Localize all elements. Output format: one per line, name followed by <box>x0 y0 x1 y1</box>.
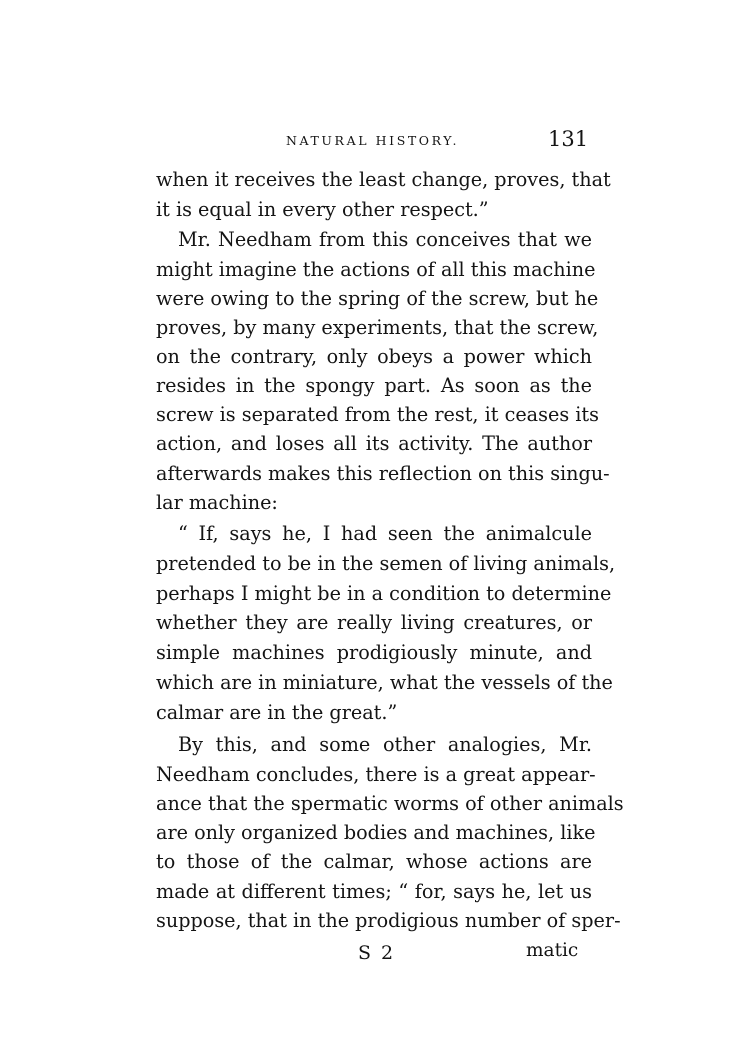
text-line: calmar are in the great.” <box>156 701 398 724</box>
text-line: screw is separated from the rest, it ceases its <box>156 403 599 426</box>
quote-start-line: “ If, says he, I had seen the animalcule <box>178 522 592 545</box>
text-line: simple machines prodigiously minute, and <box>156 641 592 664</box>
page-number: 131 <box>548 127 589 151</box>
text-line: resides in the spongy part. As soon as the <box>156 374 592 397</box>
text-line: when it receives the least change, proves, that <box>156 168 611 191</box>
text-line: might imagine the actions of all this machine <box>156 258 596 281</box>
text-line: ance that the spermatic worms of other animals <box>156 792 624 815</box>
text-line: afterwards makes this reflection on this singu- <box>156 462 610 485</box>
catchword: matic <box>526 940 579 961</box>
text-line: on the contrary, only obeys a power which <box>156 345 592 368</box>
signature-mark: S 2 <box>358 942 396 964</box>
paragraph-start-line: Mr. Needham from this conceives that we <box>178 228 592 251</box>
text-line: pretended to be in the semen of living animals, <box>156 552 616 575</box>
text-line: proves, by many experiments, that the screw, <box>156 316 599 339</box>
paragraph-start-line: By this, and some other analogies, Mr. <box>178 733 592 756</box>
text-line: are only organized bodies and machines, like <box>156 821 596 844</box>
text-line: it is equal in every other respect.” <box>156 198 489 221</box>
text-line: were owing to the spring of the screw, but he <box>156 287 599 310</box>
running-title: NATURAL HISTORY. <box>286 133 460 148</box>
text-line: lar machine: <box>156 491 278 514</box>
text-line: suppose, that in the prodigious number of sper- <box>156 909 621 932</box>
text-line: whether they are really living creatures, or <box>156 611 592 634</box>
text-line: made at different times; “ for, says he, let us <box>156 880 592 903</box>
text-line: which are in miniature, what the vessels of the <box>156 671 613 694</box>
text-line: perhaps I might be in a condition to determine <box>156 582 612 605</box>
text-line: to those of the calmar, whose actions are <box>156 850 592 873</box>
text-line: action, and loses all its activity. The author <box>156 432 592 455</box>
text-line: Needham concludes, there is a great appear- <box>156 763 596 786</box>
